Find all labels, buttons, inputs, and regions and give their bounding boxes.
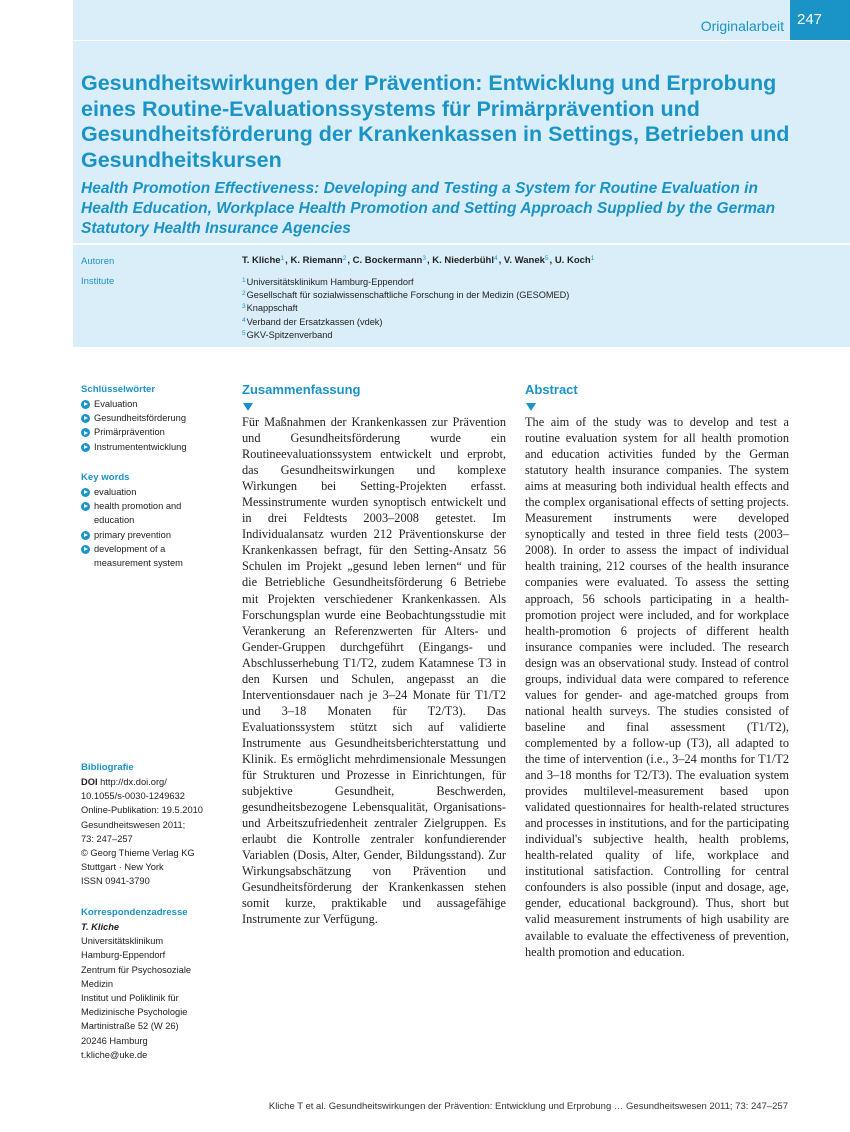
author: V. Wanek$^5$, [503, 255, 555, 266]
arrow-bullet-icon [81, 428, 90, 437]
keyword-item: development of a measurement system [81, 542, 211, 570]
title-english: Health Promotion Effectiveness: Developing and Testing a System for Routine Evaluation in Health Education, Workplace Health Promotion and Setting Approach Supplied by the German Statutory Health Insurance Agencies [81, 180, 776, 237]
korrespondenz-name: T. Kliche [81, 922, 120, 932]
address-line: Medizin [81, 978, 114, 989]
keyword-item: Gesundheitsförderung [81, 411, 226, 425]
author-list [242, 255, 595, 266]
keyword-item: primary prevention [81, 528, 211, 542]
keywords-block [81, 471, 211, 570]
arrow-bullet-icon [81, 414, 90, 423]
bibliografie-line: Online-Publikation: 19.5.2010 [81, 805, 203, 816]
institute-item: $^5$GKV-Spitzenverband [242, 329, 333, 340]
keywords-heading: Key words [81, 472, 130, 483]
triangle-down-icon [526, 403, 536, 411]
address-line: Martinistraße 52 (W 26) [81, 1021, 179, 1032]
zusammenfassung-heading: Zusammenfassung [242, 382, 361, 397]
address-line: Universitätsklinikum [81, 936, 164, 947]
schluesselwoerter-heading: Schlüsselwörter [81, 384, 156, 395]
address-line: Medizinische Psychologie [81, 1007, 188, 1018]
keyword-item: evaluation [81, 485, 211, 499]
author: T. Kliche$^1$, [242, 255, 291, 266]
bibliografie-block [81, 761, 226, 889]
authors-label: Autoren [81, 256, 115, 267]
arrow-bullet-icon [81, 488, 90, 497]
arrow-bullet-icon [81, 502, 90, 511]
address-line: Institut und Poliklinik für [81, 993, 179, 1004]
keyword-item: health promotion and education [81, 499, 211, 527]
footer-citation: Kliche T et al. Gesundheitswirkungen der Prävention: Entwicklung und Erprobung … Gesundheitswesen 2011; 73: 247–257 [268, 1101, 788, 1112]
bibliografie-line: © Georg Thieme Verlag KG [81, 848, 195, 859]
institute-item: $^3$Knappschaft [242, 303, 298, 314]
korrespondenz-block [81, 906, 226, 1062]
institute-list [242, 275, 569, 341]
keyword-item: Evaluation [81, 397, 226, 411]
institutes-label: Institute [81, 276, 115, 287]
arrow-bullet-icon [81, 531, 90, 540]
schluesselwoerter-block [81, 383, 226, 454]
korrespondenz-heading: Korrespondenzadresse [81, 907, 188, 918]
arrow-bullet-icon [81, 400, 90, 409]
bibliografie-line: 73: 247–257 [81, 833, 133, 844]
bibliografie-line: Stuttgart · New York [81, 862, 164, 873]
arrow-bullet-icon [81, 545, 90, 554]
abstract-text: The aim of the study was to develop and test a routine evaluation system for all health promotion and education activities funded by the German statutory health insurance companies. The system aims at measuring both individual health effects and the complex organisational effects of setting projects. Measurement instruments were developed synoptically and tested in three field tests (2003–2008). In order to assess the impact of individual health training, 212 courses of the health insurance companies were evaluated. To assess the setting approach, 56 schools participating in a health-promotion project were included, and for workplace health-promotion 6 projects of different health insurance companies were included. The research design was an observational study. Instead of control groups, individual data were compared to reference values for gender- and age-matched groups from national health surveys. The studies consisted of baseline and final assessment (T1/T2), complemented by a follow-up (T3), all adapted to the time of intervention (i.e., 3–24 months for T1/T2 and 3–18 months for T2/T3). The evaluation system provides multilevel-measurement based upon validated questionnaires for health-related structures and processes in institutions, and for the participating individual's subjective health, health problems, health-related quality of life, workplace and institutional satisfaction. Controlling for central confounders is also possible (input and dosage, age, gender, educational background). Thus, short but valid measurement instruments of high usability are available to evaluate the effectiveness of prevention, health promotion and education. [525, 415, 789, 959]
page-number: 247 [790, 0, 850, 40]
author: C. Bockermann$^3$, [352, 255, 433, 266]
doi-link[interactable]: http://dx.doi.org/ [100, 777, 167, 787]
email-link[interactable]: t.kliche@uke.de [81, 1049, 148, 1060]
doi-label: DOI [81, 777, 98, 787]
author: K. Niederbühl$^4$, [432, 255, 504, 266]
bibliografie-line: ISSN 0941-3790 [81, 876, 150, 887]
triangle-down-icon [243, 403, 253, 411]
address-line: Hamburg-Eppendorf [81, 950, 166, 961]
header-divider [73, 243, 850, 245]
address-line: Zentrum für Psychosoziale [81, 964, 192, 975]
arrow-bullet-icon [81, 443, 90, 452]
institute-item: $^4$Verband der Ersatzkassen (vdek) [242, 316, 383, 327]
header-divider [73, 40, 850, 41]
institute-item: $^1$Universitätsklinikum Hamburg-Eppendorf [242, 277, 414, 287]
title-german: Gesundheitswirkungen der Prävention: Entwicklung und Erprobung eines Routine-Evaluationssystems für Primärprävention und Gesundheitsförderung der Krankenkassen in Settings, Betrieben und Gesundheitskursen [81, 71, 790, 172]
bibliografie-line: Gesundheitswesen 2011; [81, 819, 186, 830]
keyword-item: Instrumententwicklung [81, 440, 226, 454]
abstract-heading: Abstract [525, 382, 578, 397]
zusammenfassung-text: Für Maßnahmen der Krankenkassen zur Prävention und Gesundheitsförderung wurde ein Routineevaluationssystem entwickelt und erprobt, das Gesundheitswirkungen und komplexe Wirkungen bei Setting-Projekten erfasst. Messinstrumente wurden synoptisch entwickelt und in drei Feldtests 2003–2008 getestet. Im Individualansatz wurden 212 Präventionskurse der Krankenkassen befragt, für den Setting-Ansatz 56 Schulen im Projekt „gesund leben lernen“ und für die Betriebliche Gesundheitsförderung 6 Betriebe mit Projekten verschiedener Krankenkassen. Als Forschungsplan wurde eine Beobachtungsstudie mit Verankerung an Referenzwerten für Alters- und Gender-Gruppen durchgeführt (Eingangs- und Abschlusserhebung T1/T2, zudem Katamnese T3 in den Kursen und Schulen, angepasst an die Interventionsdauer nach je 3–24 Monate für T1/T2 und 3–18 Monaten für T2/T3). Das Evaluationssystem stützt sich auf validierte Instrumente aus Gesundheitsberichterstattung und Klinik. Es ermöglicht mehrdimensionale Messungen für Strukturen und Prozesse in Einrichtungen, für subjektive Gesundheit, Beschwerden, gesundheitsbezogene Lebensqualität, Organisations- und Arbeitszufriedenheit zentraler Zielgruppen. Es erlaubt die Kontrolle zentraler konfundierender Variablen (Dosis, Alter, Gender, Bildungsstand). Zur Wirkungsabschätzung von Prävention und Gesundheitsförderung der Krankenkassen stehen somit kurze, praktikable und aussagefähige Instrumente zur Verfügung. [242, 415, 506, 927]
author: K. Riemann$^2$, [290, 255, 353, 266]
address-line: 20246 Hamburg [81, 1035, 148, 1046]
bibliografie-heading: Bibliografie [81, 762, 134, 773]
section-tag: Originalarbeit [700, 18, 784, 34]
author: U. Koch$^1$ [554, 255, 595, 266]
institute-item: $^2$Gesellschaft für sozialwissenschaftliche Forschung in der Medizin (GESOMED) [242, 290, 570, 301]
bibliografie-line [81, 775, 226, 789]
bibliografie-line: 10.1055/s-0030-1249632 [81, 791, 185, 802]
keyword-item: Primärprävention [81, 425, 226, 439]
